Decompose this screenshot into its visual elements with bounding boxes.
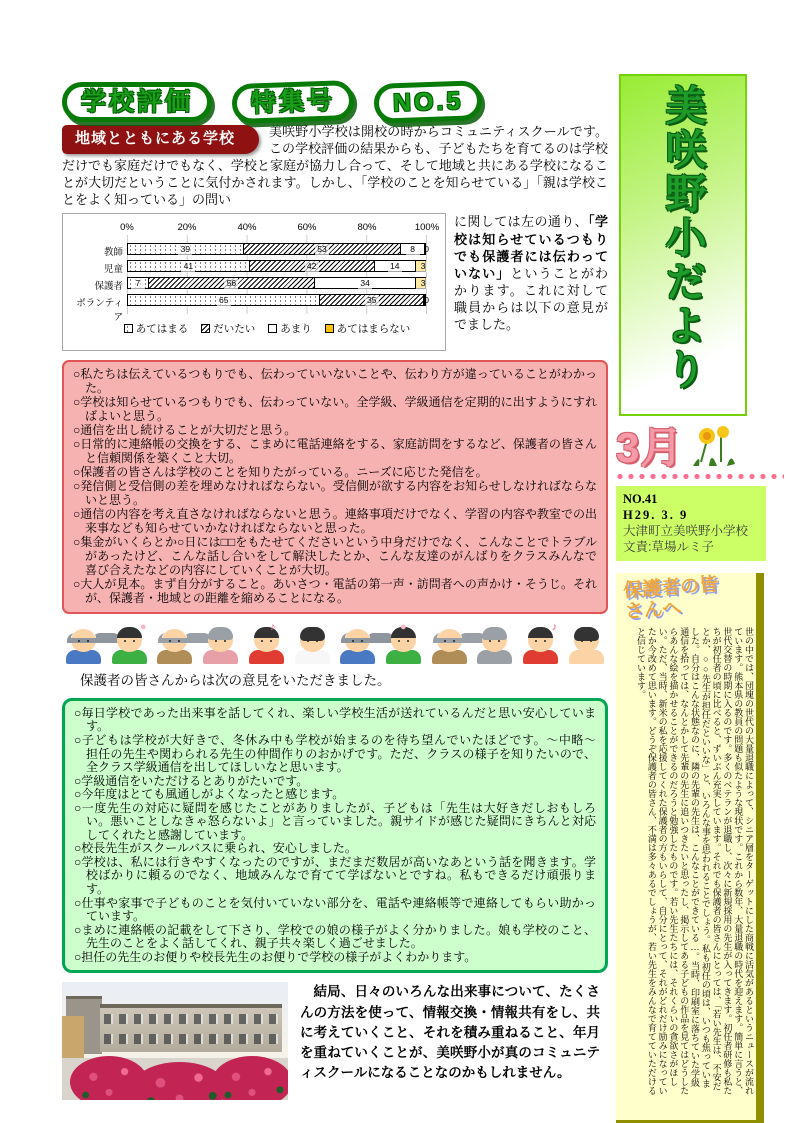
opinion-item: ○通信の内容を考え直さなければならないと思う。連絡事項だけでなく、学習の内容や教室での出来事なども知らせていかなければならないと思った。 — [73, 507, 597, 536]
parents-opinions-heading: 保護者の皆さんからは次の意見をいただきました。 — [80, 672, 391, 688]
opinion-item: ○保護者の皆さんは学校のことを知りたがっている。ニーズに応じた発信を。 — [73, 465, 488, 480]
month-row — [616, 421, 792, 469]
survey-chart — [62, 213, 446, 351]
side-column — [616, 74, 792, 1123]
conclusion-section — [62, 982, 608, 1100]
person-face-icon — [475, 624, 514, 664]
chart-legend — [99, 321, 435, 336]
legend-swatch-icon — [201, 324, 210, 333]
side-note-bold: 「学校は知らせているつもりでも保護者には伝わっていない」 — [454, 214, 608, 281]
bar-segment — [244, 244, 401, 254]
segment-value: 53 — [315, 244, 329, 255]
chart-row-保護者 — [94, 277, 426, 293]
person-face-icon — [430, 624, 469, 664]
column-body-vertical-text: 世の中では、団塊の世代の大量退職によって、シニア層をターゲットにした商戦に活気があるというニュースが流れています。熊本県の教員の問題も似たような現状です。これから数年、大量退職の時代を迎えます。簡単に言うと、世代交替の時期に入るのです。多くのベテランが退職し、次々に新規採用の先生が入ってきます。初任者研修も私たちが初任者の頃に比べると、ずいぶん充実しています。それでも保護者の皆さんにとっては、「若い先生は、不安だとか、○○先生が担任だといいな」と、いろんな事を思われることでしょう。私も初任の頃は、いつも焦っていました。自分はこんな状態なのに、隣の先輩の先生は、こんなことができている…。当時、印刷室に落ちていた学級通信を拾っては、なんとかして先輩の先生に追いつきたいと思ったし、掲示してある子どもの作品を見てはどうしたらあんな絵を描かせることができるのだろうと勉強したものです。若い先生たちには、それくらいの貪欲さがほしい。ただ、当時、新米の私を応援してくれた保護者の方もいらして、自分にとって、それがどれだけ励みになっていたか今改めて思います。どうぞ保護者の皆さん、不満は多々あるでしょうが、若い先生をみんなで育てていただけると信じています。 — [636, 626, 754, 1095]
segment-value: 3 — [416, 261, 430, 272]
legend-label: だいたい — [213, 323, 256, 336]
opinion-item: ○一度先生の対応に疑問を感じたことがありましたが、子どもは「先生は大好きだしおもしろい。悪いことしなきゃ怒らないよ」と言っていました。親サイドが感じた疑問にきちんと対応してくれたと感謝しています。 — [74, 800, 596, 842]
principal-column-box — [616, 573, 764, 1123]
legend-swatch-icon — [268, 324, 277, 333]
side-note-pre: に関しては左の通り、 — [454, 214, 589, 230]
issue-info-box — [616, 486, 766, 561]
segment-value: 0 — [424, 295, 429, 306]
parent-opinions-box — [62, 698, 608, 973]
person-face-icon — [567, 624, 606, 664]
legend-label: あまり — [280, 323, 312, 336]
bar-segment — [128, 278, 149, 288]
category-label: 児童 — [103, 264, 123, 276]
segment-value: 34 — [358, 278, 372, 289]
opinion-item: ○学級通信をいただけるとありがたいです。 — [74, 773, 309, 788]
masthead-box — [619, 74, 747, 416]
school-photo — [62, 982, 288, 1100]
segment-value: 7 — [131, 278, 145, 289]
opinion-item: ○校長先生がスクールバスに乗られ、安心しました。 — [74, 841, 357, 856]
x-tick-label: 40% — [237, 222, 257, 234]
decoration-icon: ♪ — [269, 620, 276, 633]
chart-row-児童 — [103, 260, 426, 276]
category-label: 保護者 — [94, 281, 123, 293]
issue-number: NO.41 — [623, 492, 658, 506]
opinion-item: ○私たちは伝えているつもりでも、伝わっていいないことや、伝わり方が違っていることがわかった。 — [73, 367, 597, 396]
bar-segment — [128, 295, 320, 305]
opinion-item: ○発信側と受信側の差を埋めなければならない。受信側が欲する内容をお知らせしなければならないと思う。 — [73, 479, 597, 508]
segment-value: 0 — [424, 244, 429, 255]
bar-segment — [250, 261, 375, 271]
bar-segment — [128, 261, 250, 271]
x-tick-label: 60% — [297, 222, 317, 234]
person-face-icon — [293, 624, 332, 664]
photo-building-main — [100, 1004, 282, 1052]
person-face-icon — [338, 624, 377, 664]
newsletter-title — [62, 82, 608, 122]
legend-item — [201, 321, 255, 336]
legend-swatch-icon — [325, 324, 334, 333]
segment-value: 3 — [416, 278, 430, 289]
chart-row-教師 — [103, 243, 429, 259]
opinion-item: ○まめに連絡帳の記載をして下さり、学校での娘の様子がよく分かりました。娘も学校のこと、先生のことをよく話してくれ、親子共々楽しく過ごせました。 — [74, 922, 596, 951]
opinion-item: ○集金がいくらとか○日には□□をもたせてくださいという中身だけでなく、こんなことでトラブルがあったけど、こんな話し合いをして解決したとか、こんな友達のがんばりをクラスみんなで喜び合えたなどの内容にしていくことが大切。 — [73, 535, 597, 578]
person-face-icon — [247, 624, 286, 664]
x-tick-label: 80% — [357, 222, 377, 234]
opinion-item: ○学校は、私には行きやすくなったのですが、まだまだ数居が高いなあという話を聞きます。学校ばかりに頼るのでなく、地域みんなで育てて学ばないとですね。私もできるだけ頑張ります。 — [74, 854, 596, 897]
intro-text: 美咲野小学校は開校の時からコミュニティスクールです。この学校評価の結果からも、子どもたちを育てるのは学校だけでも家庭だけでもなく、学校と家庭が協力し合って、そして地域と共にある学校になることが大切だということに気付かされます。しかし、「学校のことを知らせている」「親は学校ことをよく知っている」の問い — [62, 124, 608, 207]
issue-author: 文責:草場ルミ子 — [623, 540, 714, 554]
chart-x-axis — [120, 222, 440, 235]
person-face-icon — [201, 624, 240, 664]
segment-value: 8 — [406, 244, 420, 255]
person-face-icon — [64, 624, 103, 664]
chart-section — [62, 213, 608, 351]
theme-banner: 地域とともにある学校 — [62, 125, 259, 154]
issue-date: H29. 3. 9 — [623, 508, 689, 522]
segment-value: 65 — [217, 295, 231, 306]
conclusion-text: 結局、日々のいろんな出来事について、たくさんの方法を使って、情報交換・情報共有をし、共に考えていくこと、それを積み重ねること、年月を重ねていくことが、美咲野小が真のコミュニティスクールになることなのかもしれません。 — [300, 984, 600, 1081]
opinion-item: ○子どもは学校が大好きで、冬休み中も学校が始まるのを待ち望んでいたほどです。～中略～ 担任の先生や関わられる先生の仲間作りのおかげです。ただ、クラスの様子を知りたいので、全クラス学級通信を出してほしいなと思います。 — [74, 733, 609, 775]
decoration-icon: ♪ — [551, 620, 558, 633]
opinion-item: ○日常的に連絡帳の交換をする、こまめに電話連絡をする、家庭訪問をするなど、保護者の皆さんと信頼関係を築くこと大切。 — [73, 437, 597, 466]
opinion-item: ○今年度はとても風通しがよくなったと感じます。 — [74, 787, 345, 802]
people-faces-illustration — [64, 621, 606, 664]
intro-section — [62, 124, 608, 208]
x-tick-label: 100% — [414, 222, 440, 234]
bar-segment — [416, 278, 425, 288]
title-capsule-1: 学校評価 — [62, 82, 212, 122]
chart-side-note — [454, 213, 608, 351]
main-column — [62, 82, 608, 1100]
bar-segment — [149, 278, 315, 288]
column-title: 保護者の皆さんへ — [622, 574, 719, 623]
segment-value: 41 — [181, 261, 195, 272]
opinion-item: ○通信を出し続けることが大切だと思う。 — [73, 423, 297, 438]
opinion-item: ○大人が見本。まず自分がすること。あいさつ・電話の第一声・訪問者への声かけ・そうじ。それが、保護者・地域との距離を縮めることになる。 — [73, 576, 597, 605]
bar-segment — [401, 244, 425, 254]
segment-value: 56 — [224, 278, 238, 289]
bar-segment — [375, 261, 417, 271]
category-label: ボランティア — [76, 298, 123, 324]
photo-wood-frame — [62, 1016, 84, 1062]
school-name: 大津町立美咲野小学校 — [623, 524, 749, 538]
legend-label: あてはまらない — [336, 323, 411, 336]
x-tick-label: 0% — [120, 222, 134, 234]
opinion-item: ○学校は知らせているつもりでも、伝わっていない。全学級、学級通信を定期的に出すようにすればよいと思う。 — [73, 395, 597, 424]
category-label: 教師 — [103, 247, 123, 259]
bar-segment — [128, 244, 244, 254]
chart-row-ボランティア — [76, 294, 429, 324]
legend-item — [124, 321, 189, 336]
masthead-title: 美咲野小だより — [659, 84, 706, 392]
legend-item — [268, 321, 312, 336]
title-capsule-2: 特集号 — [231, 80, 354, 124]
decoration-icon: ● — [400, 620, 407, 633]
x-tick-label: 20% — [177, 222, 197, 234]
legend-swatch-icon — [124, 324, 133, 333]
decoration-icon: ● — [139, 620, 147, 633]
bar-segment — [416, 261, 425, 271]
opinion-item: ○毎日学校であった出来事を話してくれ、楽しい学校生活が送れているんだと思い安心しています。 — [74, 705, 596, 734]
staff-opinions-box — [62, 360, 608, 613]
bar-segment — [320, 295, 424, 305]
segment-value: 39 — [178, 244, 192, 255]
azalea-bush-icon — [212, 1056, 288, 1100]
legend-item — [325, 321, 411, 336]
bar-segment — [315, 278, 416, 288]
title-capsule-3: NO.5 — [373, 80, 483, 124]
month-label: 3月 — [616, 424, 684, 471]
side-note-post: ということがわかります。これに対して職員からは以下の意見がでました。 — [454, 265, 608, 333]
segment-value: 42 — [305, 261, 319, 272]
segment-value: 14 — [388, 261, 402, 272]
person-face-icon — [155, 624, 194, 664]
opinion-item: ○仕事や家事で子どものことを気付いていない部分を、電話や連絡帳等で連絡してもらい助かっています。 — [74, 895, 596, 924]
dandelion-icon — [687, 422, 739, 468]
legend-label: あてはまる — [135, 323, 189, 336]
opinion-item: ○担任の先生のお便りや校長先生のお便りで学校の様子がよくわかります。 — [74, 949, 477, 964]
chart-bars — [76, 235, 429, 324]
segment-value: 35 — [365, 295, 379, 306]
